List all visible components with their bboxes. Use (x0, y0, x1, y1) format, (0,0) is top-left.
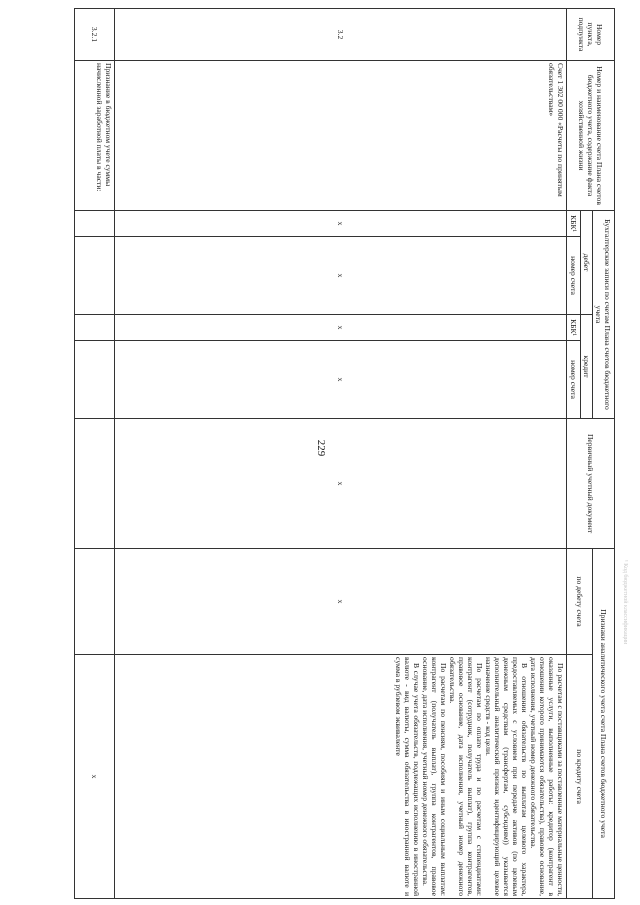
row-3-2-name: Счет 1 302 00 000 «Расчеты по принятым обязательствам» (115, 61, 567, 211)
header-analytic: Признаки аналитического учета счета Плана счетов бюджетного учета (593, 549, 615, 899)
header-entries: Бухгалтерские записи по счетам Плана счетов бюджетного учета (593, 211, 615, 419)
header-kbk-credit: КБК¹ (567, 315, 581, 341)
row-3-2-num: 3.2 (115, 9, 567, 61)
row-3-2-1-an-credit: х (75, 655, 115, 899)
row-3-2-kbk-credit: х (115, 315, 567, 341)
row-3-2-1-kbk-credit (75, 315, 115, 341)
row-3-2-1-acc-debit (75, 237, 115, 315)
header-debit: дебет (581, 211, 593, 315)
an-credit-para: В случае учета обязательств, подлежащих исполнению в иностранной валюте - вид валюты, сумма обязательства в иностранной валюте и сумма в рублевом эквиваленте (394, 657, 421, 897)
table-row (75, 9, 115, 899)
row-3-2-1-an-debit (75, 549, 115, 655)
table-row (115, 9, 567, 899)
row-3-2-kbk-debit: х (115, 211, 567, 237)
header-kbk-debit: КБК¹ (567, 211, 581, 237)
header-doc: Первичный учетный документ (567, 419, 615, 549)
accounting-table (74, 8, 615, 899)
an-credit-para: По расчетам по оплате труда и по расчетам с стипендиатами: контрагент (сотрудник, получатель выплат), группа контрагентов, правовое основание, дата исполнения, учетный номер денежного обязательства. (448, 657, 484, 897)
row-3-2-1-acc-credit (75, 341, 115, 419)
row-3-2-an-debit: х (115, 549, 567, 655)
an-credit-para: В отношении обязательств по выплатам целевого характера, предоставляемых с условием при передаче активов (по целевым денежным средствам (трансфертам, субсидиям)) указывается дополнительный аналитический признак идентифицирующий целевое назначение средств - код цели. (484, 657, 529, 897)
an-credit-para: По расчетам с поставщиками за поставленные материальные ценности, оказанные услуги, выполненные работы: кредитор (контрагент в отношении которого принимаются обязательства), правовое основание, дата исполнения, учетный номер денежного обязательства. (529, 657, 565, 897)
header-num: Номер пункта, подпункта (567, 9, 615, 61)
row-3-2-1-doc (75, 419, 115, 549)
row-3-2-acc-credit: х (115, 341, 567, 419)
page-number: 229 (315, 439, 327, 457)
header-acc-credit: номер счета (567, 341, 581, 419)
row-3-2-1-kbk-debit (75, 211, 115, 237)
header-acc-debit: номер счета (567, 237, 581, 315)
header-an-debit: по дебету счета (567, 549, 593, 655)
footnote: ¹ Код бюджетной классификации (622, 560, 628, 645)
row-3-2-an-credit (115, 655, 567, 899)
row-3-2-1-name: Признание в бюджетном учете суммы начисленной заработной платы в части: (75, 61, 115, 211)
rotated-sheet (25, 8, 615, 898)
header-name: Номер и наименование счета Плана счетов бюджетного учета, содержание факта хозяйственной жизни (567, 61, 615, 211)
header-credit: кредит (581, 315, 593, 419)
row-3-2-1-num: 3.2.1 (75, 9, 115, 61)
header-an-credit: по кредиту счета (567, 655, 593, 899)
an-credit-para: По расчетам по пенсиям, пособиям и иным социальным выплатам: контрагент (получатель выплат), группа контрагентов, правовое основание, дата исполнения, учетный номер денежного обязательства. (421, 657, 448, 897)
row-3-2-acc-debit: х (115, 237, 567, 315)
row-3-2-doc: х (115, 419, 567, 549)
